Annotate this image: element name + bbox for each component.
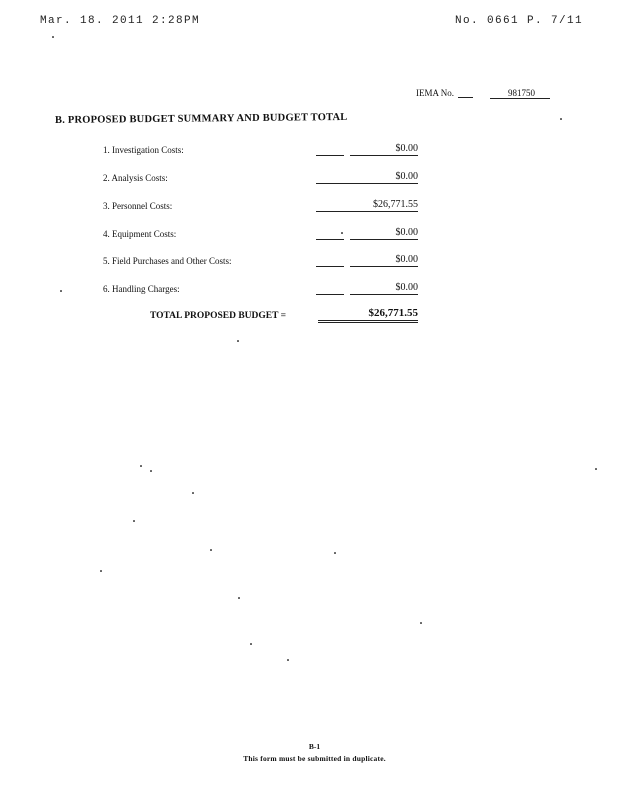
scan-speck bbox=[60, 290, 62, 292]
budget-row-amount: $0.00 bbox=[316, 254, 418, 267]
budget-row-equipment bbox=[103, 224, 418, 240]
scan-speck bbox=[250, 643, 252, 645]
budget-row-personnel bbox=[103, 196, 418, 212]
scan-speck bbox=[210, 549, 212, 551]
iema-number bbox=[416, 88, 550, 99]
budget-row-amount: $0.00 bbox=[316, 171, 418, 184]
scan-speck bbox=[133, 520, 135, 522]
scan-speck bbox=[420, 622, 422, 624]
budget-row-amount: $0.00 bbox=[316, 143, 418, 156]
scan-speck bbox=[334, 552, 336, 554]
scan-speck bbox=[238, 597, 240, 599]
budget-row-handling bbox=[103, 279, 418, 295]
scan-speck bbox=[237, 340, 239, 342]
total-budget-label: TOTAL PROPOSED BUDGET = bbox=[150, 311, 287, 321]
footer-note: This form must be submitted in duplicate. bbox=[243, 754, 386, 763]
scan-speck bbox=[341, 232, 343, 234]
budget-row-analysis bbox=[103, 168, 418, 184]
budget-row-label: 4. Equipment Costs: bbox=[103, 229, 177, 239]
budget-row-amount: $0.00 bbox=[316, 282, 418, 295]
budget-row-amount: $0.00 bbox=[316, 227, 418, 240]
iema-value: 981750 bbox=[490, 88, 550, 99]
budget-row-field-purchases bbox=[103, 251, 418, 267]
scan-speck bbox=[140, 465, 142, 467]
footer-page-number: B-1 bbox=[308, 742, 321, 751]
total-budget-row bbox=[150, 305, 418, 323]
budget-row-label: 1. Investigation Costs: bbox=[103, 145, 184, 155]
budget-row-label: 3. Personnel Costs: bbox=[103, 201, 173, 211]
fax-timestamp: Mar. 18. 2011 2:28PM bbox=[40, 15, 201, 27]
scan-speck bbox=[560, 118, 562, 120]
budget-row-investigation bbox=[103, 140, 418, 156]
fax-page-number: No. 0661 P. 7/11 bbox=[455, 15, 584, 27]
section-title: B. PROPOSED BUDGET SUMMARY AND BUDGET TOTAL bbox=[54, 111, 348, 126]
scan-speck bbox=[287, 659, 289, 661]
scan-speck bbox=[100, 570, 102, 572]
scan-speck bbox=[150, 470, 152, 472]
scan-speck bbox=[192, 492, 194, 494]
budget-row-label: 5. Field Purchases and Other Costs: bbox=[103, 256, 232, 266]
total-budget-amount: $26,771.55 bbox=[318, 307, 418, 323]
scan-speck bbox=[52, 36, 54, 38]
budget-row-label: 6. Handling Charges: bbox=[103, 284, 180, 294]
budget-row-label: 2. Analysis Costs: bbox=[103, 173, 168, 183]
iema-label: IEMA No. bbox=[416, 88, 454, 98]
scan-speck bbox=[595, 468, 597, 470]
iema-blank-line bbox=[458, 97, 473, 98]
budget-row-amount: $26,771.55 bbox=[316, 199, 418, 212]
